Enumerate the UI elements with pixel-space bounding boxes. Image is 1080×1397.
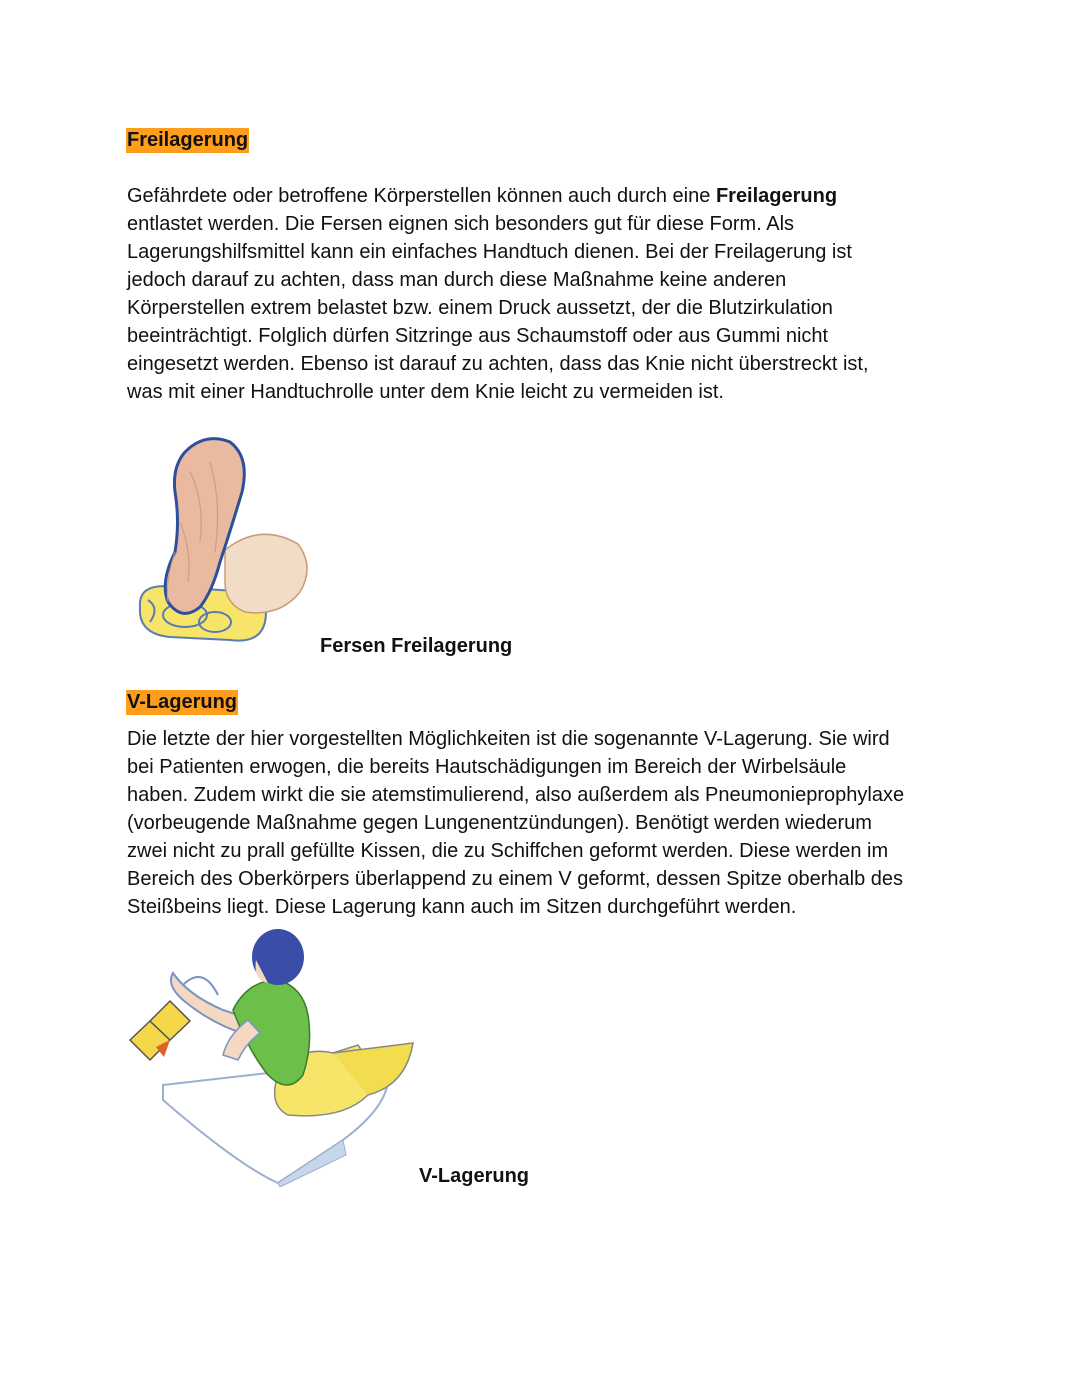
- paragraph-line: Die letzte der hier vorgestellten Möglichkeiten ist die sogenannte V-Lagerung. Sie wird: [127, 728, 890, 750]
- paragraph-line: (vorbeugende Maßnahme gegen Lungenentzündungen). Benötigt werden wiederum: [127, 812, 872, 834]
- section-heading-freilagerung: Freilagerung: [127, 129, 249, 151]
- paragraph-line: [127, 182, 967, 210]
- paragraph-freilagerung: [127, 182, 967, 406]
- figure-caption-heel: Fersen Freilagerung: [320, 635, 513, 657]
- paragraph-line: Lagerungshilfsmittel kann ein einfaches Handtuch dienen. Bei der Freilagerung ist: [127, 241, 852, 263]
- paragraph-line: beeinträchtigt. Folglich dürfen Sitzringe aus Schaumstoff oder aus Gummi nicht: [127, 325, 829, 347]
- paragraph-line: was mit einer Handtuchrolle unter dem Knie leicht zu vermeiden ist.: [127, 381, 724, 403]
- paragraph-line: bei Patienten erwogen, die bereits Hautschädigungen im Bereich der Wirbelsäule: [127, 756, 847, 778]
- paragraph-line: haben. Zudem wirkt die sie atemstimulierend, also außerdem als Pneumonieprophylaxe: [127, 784, 905, 806]
- paragraph-line: zwei nicht zu prall gefüllte Kissen, die zu Schiffchen geformt werden. Diese werden im: [127, 840, 889, 862]
- paragraph-text: Gefährdete oder betroffene Körperstellen können auch durch eine: [127, 185, 716, 207]
- paragraph-line: jedoch darauf zu achten, dass man durch diese Maßnahme keine anderen: [127, 269, 787, 291]
- paragraph-line: entlastet werden. Die Fersen eignen sich besonders gut für diese Form. Als: [127, 213, 795, 235]
- heel-freilagerung-illustration: [130, 432, 320, 652]
- paragraph-v-lagerung: [127, 725, 967, 921]
- v-lagerung-illustration: [128, 925, 423, 1187]
- paragraph-line: Steißbeins liegt. Diese Lagerung kann auch im Sitzen durchgeführt werden.: [127, 896, 797, 918]
- section-heading-v-lagerung: V-Lagerung: [127, 691, 238, 713]
- paragraph-line: Körperstellen extrem belastet bzw. einem Druck aussetzt, der die Blutzirkulation: [127, 297, 833, 319]
- figure-caption-v-lagerung: V-Lagerung: [419, 1165, 530, 1187]
- bold-term: Freilagerung: [715, 185, 838, 207]
- paragraph-line: eingesetzt werden. Ebenso ist darauf zu achten, dass das Knie nicht überstreckt ist,: [127, 353, 869, 375]
- paragraph-line: Bereich des Oberkörpers überlappend zu einem V geformt, dessen Spitze oberhalb des: [127, 868, 904, 890]
